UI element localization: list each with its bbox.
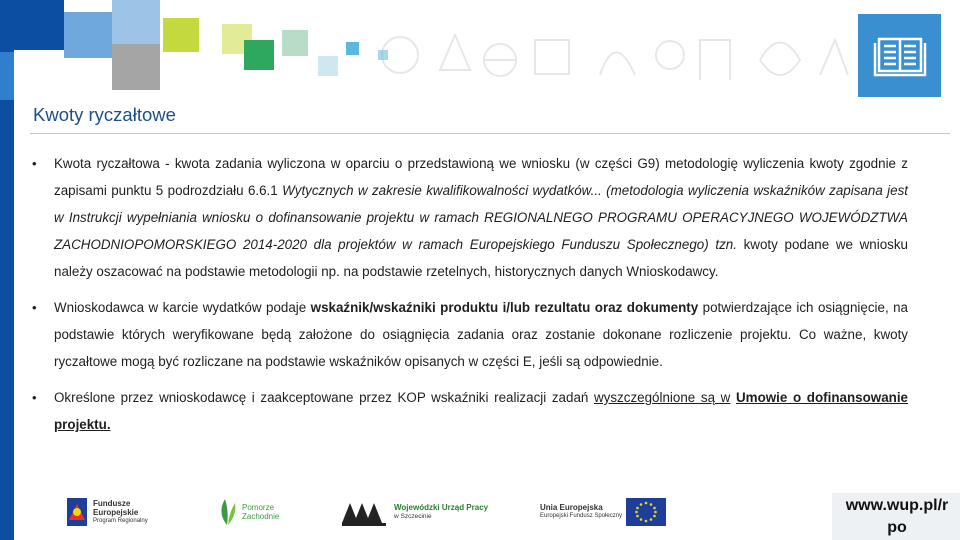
bullet-text-bold-underlined: Umowie o dofinansowanie projektu.: [54, 390, 908, 432]
leaf-icon: [215, 495, 239, 529]
book-icon: [873, 33, 927, 79]
logo-text: Program Regionalny: [93, 517, 148, 524]
background-line-icons: [380, 0, 850, 100]
bullet-text: kwoty podane we wniosku należy oszacować na podstawie metodologii np. na podstawie rzetelnych, historycznych danych Wnioskodawcy.: [54, 237, 909, 279]
bullet-item: [30, 384, 908, 438]
pomorze-zachodnie-logo: [215, 490, 295, 534]
logo-text: Zachodnie: [242, 512, 280, 521]
logo-text: Europejski Fundusz Społeczny: [540, 513, 623, 519]
slide-title: Kwoty ryczałtowe: [33, 104, 176, 125]
wup-szczecin-logo: [340, 490, 520, 534]
logo-text: Europejskie: [93, 507, 139, 517]
logo-text: w Szczecinie: [394, 513, 432, 520]
wup-logo-icon: [340, 497, 388, 527]
logo-text: Wojewódzki Urząd Pracy: [394, 503, 489, 512]
bullet-item: [30, 294, 908, 375]
unia-europejska-logo: [540, 490, 680, 534]
bullet-text-italic: Wytycznych w zakresie kwalifikowalności wydatków... (metodologia wyliczenia wskaźników zapisana jest w Instrukcji wypełniania wniosku o dofinansowanie projektu w ramach REGIONALNEGO PROGRAMU OPERACYJNEGO WOJEWÓDZTWA ZACHODNIOPOMORSKIEGO 2014-2020 dla projektów w ramach Europejskiego Funduszu Społecznego) tzn.: [54, 183, 908, 252]
logo-text: Fundusze: [93, 498, 131, 508]
bullet-text-underlined: wyszczególnione są w: [594, 390, 731, 405]
bullet-text: Wnioskodawca w karcie wydatków podaje: [54, 300, 311, 315]
logo-bar: [60, 490, 680, 534]
fundusze-europejskie-logo: [65, 490, 165, 534]
title-divider: [30, 133, 950, 134]
book-tile: [858, 14, 941, 97]
slide-content: [30, 150, 908, 447]
left-color-band: [0, 0, 14, 540]
bullet-text: Kwota ryczałtowa - kwota zadania wyliczona w oparciu o przedstawioną we wniosku (w części G9) metodologię wyliczenia kwoty zgodnie z zapisami punktu 5 podrozdziału 6.6.1: [54, 156, 908, 198]
logo-text: Unia Europejska: [540, 503, 603, 512]
bullet-item: [30, 150, 908, 285]
bullet-text: Określone przez wnioskodawcę i zaakceptowane przez KOP wskaźniki realizacji zadań: [54, 390, 594, 405]
bullet-text-bold: wskaźnik/wskaźniki produktu i/lub rezultatu oraz dokumenty: [310, 300, 699, 315]
website-url[interactable]: www.wup.pl/r po: [845, 497, 949, 536]
bullet-text: potwierdzające ich osiągnięcie, na podstawie których weryfikowane będą założone do osiągnięcia zadania oraz zostanie dokonane rozliczenie projektu. Co ważne, kwoty ryczałtowe mogą być rozliczane na podstawie wskaźników opisanych w części E, jeśli są odpowiednie.: [54, 300, 908, 369]
logo-text: Pomorze: [242, 503, 275, 512]
eu-flag-icon: [626, 498, 666, 526]
fe-star-icon: [65, 494, 89, 530]
